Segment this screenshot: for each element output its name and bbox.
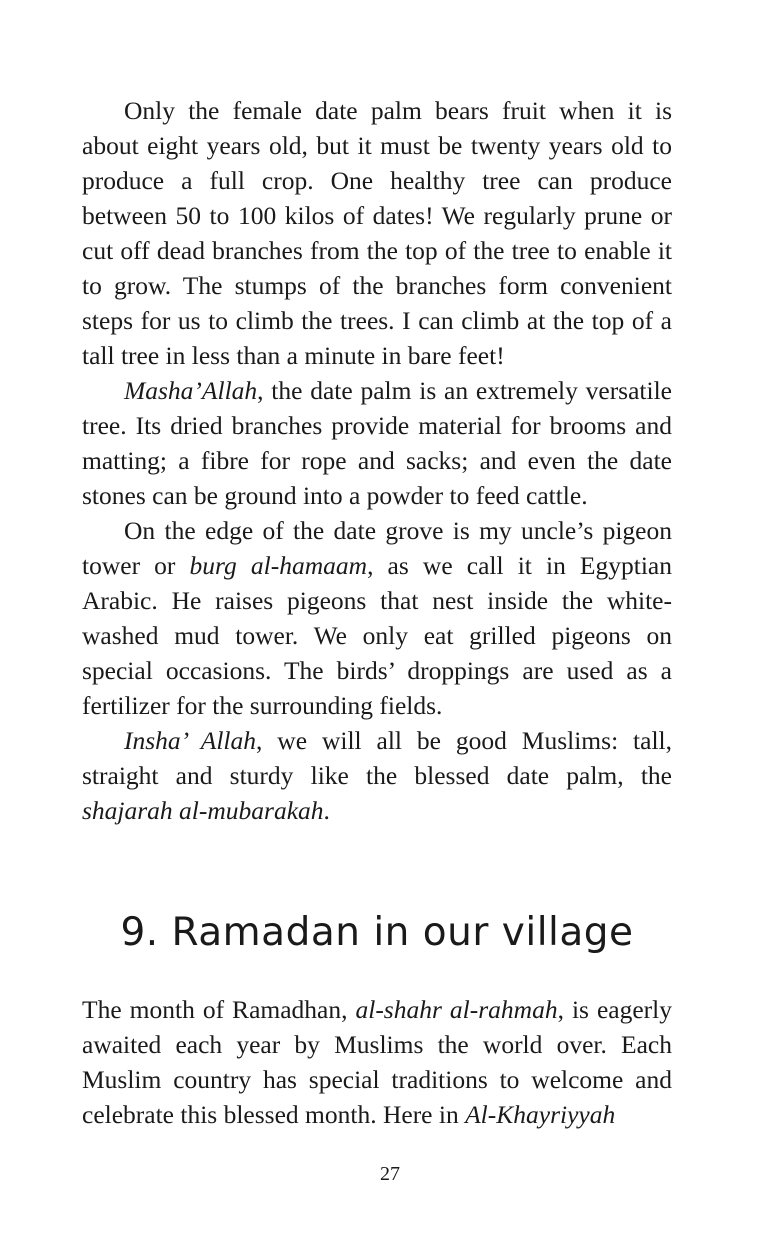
paragraph bbox=[82, 373, 672, 513]
section-date-palm bbox=[82, 93, 672, 828]
text-run: Only the female date palm bears fruit when it is about eight years old, but it must be twenty years old to produce a full crop. One healthy tree can produce between 50 to 100 kilos of dates! We regularly prune or cut off dead branches from the top of the tree to enable it to grow. The stumps of the branches form convenient steps for us to climb the trees. I can climb at the top of a tall tree in less than a minute in bare feet! bbox=[82, 96, 672, 370]
paragraph bbox=[82, 93, 672, 373]
italic-term: Insha’ Allah bbox=[124, 726, 257, 755]
italic-term: shajarah al-mubarakah bbox=[82, 796, 324, 825]
paragraph bbox=[82, 513, 672, 723]
section-ramadan bbox=[82, 992, 672, 1132]
italic-term: burg al-hamaam bbox=[189, 551, 368, 580]
page-number: 27 bbox=[380, 1163, 400, 1185]
text-run: . bbox=[323, 796, 330, 825]
text-run: , the date palm is an extremely versatile tree. Its dried branches provide material for brooms and matting; a fibre for rope and sacks; and even the date stones can be ground into a powder to feed cattle. bbox=[82, 376, 672, 510]
text-run: , is eagerly awaited each year by Muslims the world over. Each Muslim country has special traditions to welcome and celebrate this blessed month. Here in bbox=[82, 995, 672, 1129]
text-run: , as we call it in Egyptian Arabic. He raises pigeons that nest inside the white-washed mud tower. We only eat grilled pigeons on special occasions. The birds’ droppings are used as a fertilizer for the surrounding fields. bbox=[82, 551, 672, 720]
text-run: The month of Ramadhan, bbox=[82, 995, 356, 1024]
italic-term: al-shahr al-rahmah bbox=[355, 995, 558, 1024]
page-body bbox=[82, 93, 672, 1132]
text-run: , we will all be good Muslims: tall, straight and sturdy like the blessed date palm, the bbox=[82, 726, 673, 790]
paragraph bbox=[82, 992, 672, 1132]
italic-term: Al-Khayriyyah bbox=[465, 1100, 616, 1129]
italic-term: Masha’Allah bbox=[124, 376, 258, 405]
paragraph bbox=[82, 723, 672, 828]
text-run: On the edge of the date grove is my uncle’s pigeon tower or bbox=[82, 516, 672, 580]
chapter-heading: 9. Ramadan in our village bbox=[120, 910, 634, 955]
